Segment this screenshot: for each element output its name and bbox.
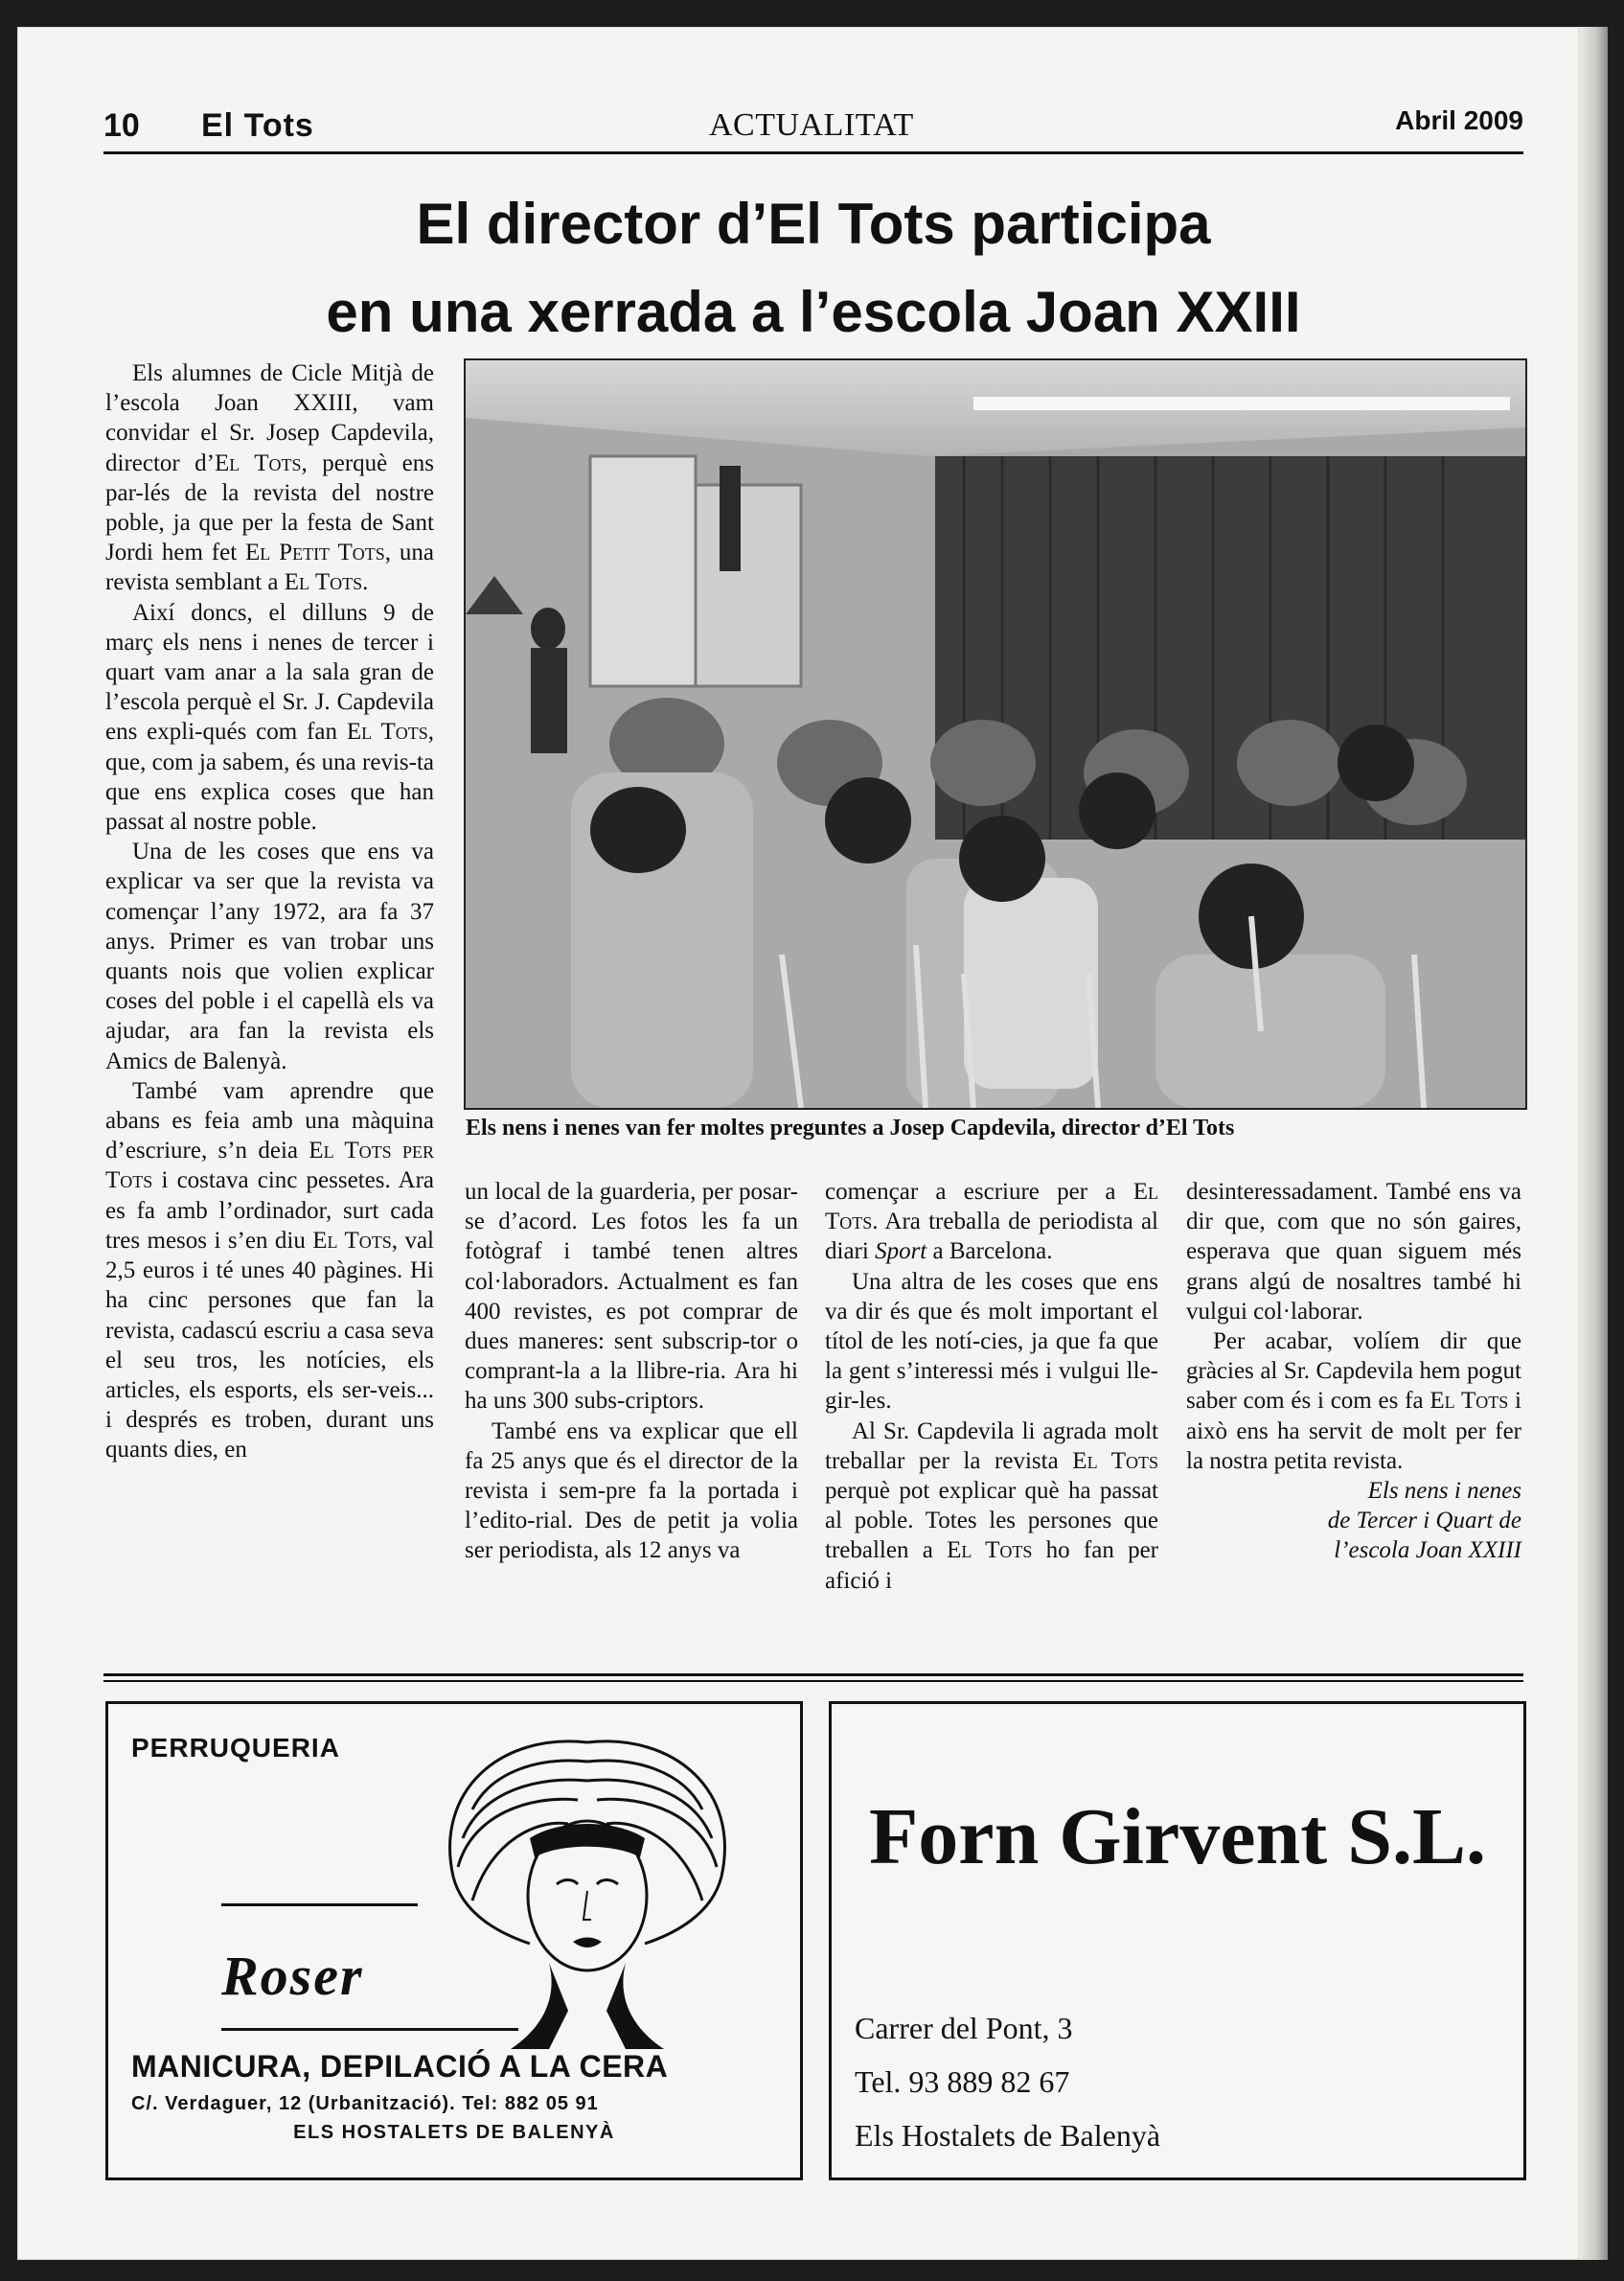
article-column-1: Els alumnes de Cicle Mitjà de l’escola Joan XXIII, vam convidar el Sr. Josep Capdevila, director d’El Tots, perquè ens par-lés de la revista del nostre poble, ja que per la festa de Sant Jordi hem fet El Petit Tots, una revista semblant a El Tots. Així doncs, el dilluns 9 de març els nens i nenes de tercer i quart vam anar a la sala gran de l’escola perquè el Sr. J. Capdevila ens expli-qués com fan El Tots, que, com ja sabem, és una revis-ta que ens explica coses que han passat al nostre poble. Una de les coses que ens va explicar va ser que la revista va començar l’any 1972, ara fa 37 anys. Primer es van trobar uns quants nois que volien explicar coses del poble i el capellà els va ajudar, ara fan la revista els Amics de Balenyà. També vam aprendre que abans es feia amb una màquina d’escriure, s’n deia El Tots per Tots i costava cinc pessetes. Ara es fa amb l’ordinador, surt cada tres mesos i s’en diu El Tots, val 2,5 euros i té unes 40 pàgines. Hi ha cinc persones que fan la revista, cadascú escriu a casa seva el seu tros, les notícies, els articles, els esports, els ser-veis... i després es troben, durant uns quants dies, en: [105, 360, 434, 1463]
ad-perruqueria-roser: [105, 1701, 803, 2180]
footer-rule: [103, 1673, 1523, 1676]
signature-line-1: Els nens i nenes: [1367, 1478, 1521, 1505]
signature-line-2: de Tercer i Quart de: [1327, 1508, 1521, 1534]
signature-line-3: l’escola Joan XXIII: [1334, 1537, 1521, 1564]
ad-business-name: Forn Girvent S.L.: [869, 1792, 1486, 1881]
page-number: 10: [103, 107, 140, 144]
ad-address: C/. Verdaguer, 12 (Urbanització). Tel: 882 05 91: [131, 2093, 599, 2114]
ad-forn-girvent: [829, 1701, 1526, 2180]
woman-portrait-illustration: [434, 1723, 741, 2049]
ad-logo-roser: Roser: [221, 1945, 364, 2007]
page-spine: [1579, 27, 1608, 2260]
article-column-2: un local de la guarderia, per posar-se d’acord. Les fotos les fa un fotògraf i també tenen altres col·laboradors. Actualment es fan 400 revistes, es pot comprar de dues maneres: sent subscrip-tor o comprant-la a la llibre-ria. Ara hi ha uns 300 subs-criptors. També ens va explicar que ell fa 25 anys que és el director de la revista i sem-pre fa la portada i l’edito-rial. Des de petit ja volia ser periodista, als 12 anys va: [465, 1179, 798, 1564]
footer-rule-thin: [103, 1680, 1523, 1682]
article-column-3: començar a escriure per a El Tots. Ara treballa de periodista al diari Sport a Barcelona. Una altra de les coses que ens va dir és que és molt important el títol de les notí-cies, ja que fa que la gent s’interessi més i vulgui lle-gir-les. Al Sr. Capdevila li agrada molt treballar per la revista El Tots perquè pot explicar què ha passat al poble. Totes les persones que treballen a El Tots ho fan per afició i: [825, 1179, 1158, 1594]
ad-services: MANICURA, DEPILACIÓ A LA CERA: [131, 2049, 669, 2084]
classroom-photo: [464, 358, 1527, 1110]
article-headline: [103, 180, 1523, 357]
ad-contact: [855, 2001, 1160, 2162]
photo-caption: Els nens i nenes van fer moltes preguntes a Josep Capdevila, director d’El Tots: [466, 1116, 1235, 1140]
ad-town: ELS HOSTALETS DE BALENYÀ: [293, 2122, 615, 2143]
header-rule: [103, 151, 1523, 154]
magazine-name: El Tots: [201, 107, 314, 144]
article-column-4: desinteressadament. També ens va dir que, com que no són gaires, esperava que quan siguem més grans algú de nosaltres també hi vulgui col·laborar. Per acabar, volíem dir que gràcies al Sr. Capdevila hem pogut saber com és i com es fa El Tots i això ens ha servit de molt per fer la nostra petita revista. Els nens i nenes de Tercer i Quart de l’escola Joan XXIII: [1186, 1179, 1521, 1564]
headline-line-1: El director d’El Tots participa: [416, 192, 1211, 256]
ad-phone: Tel. 93 889 82 67: [855, 2064, 1070, 2099]
issue-date: Abril 2009: [1395, 105, 1523, 135]
headline-line-2: en una xerrada a l’escola Joan XXIII: [326, 280, 1301, 344]
ad-locality: Els Hostalets de Balenyà: [855, 2118, 1161, 2153]
ad-street: Carrer del Pont, 3: [855, 2011, 1073, 2045]
section-title: ACTUALITAT: [709, 107, 914, 143]
ad-category: PERRUQUERIA: [131, 1733, 340, 1763]
ad-rule-top: [221, 1903, 418, 1906]
